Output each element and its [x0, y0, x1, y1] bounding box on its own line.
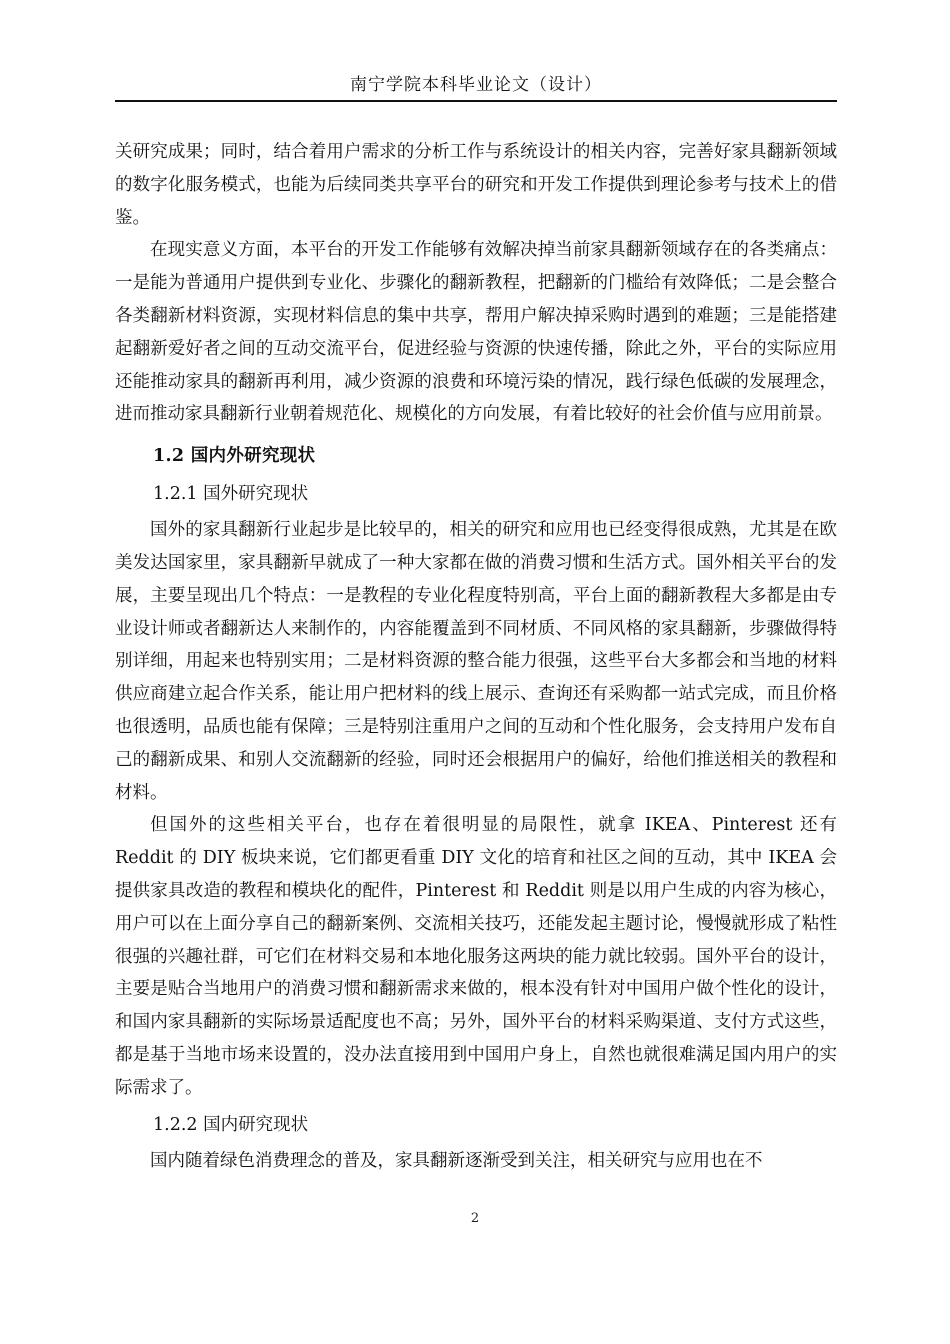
document-body — [115, 136, 837, 1177]
subsection-heading-1-2-1: 1.2.1 国外研究现状 — [153, 484, 309, 505]
paragraph-foreign-limitations: 但国外的这些相关平台，也存在着很明显的局限性，就拿 IKEA、Pinterest 还有 Reddit 的 DIY 板块来说，它们都更看重 DIY 文化的培育和社区之间的互动，其中 IKEA 会提供家具改造的教程和模块化的配件，Pinterest 和 Reddit 则是以用户生成的内容为核心，用户可以在上面分享自己的翻新案例、交流相关技巧，还能发起主题讨论，慢慢就形成了粘性很强的兴趣社群，可它们在材料交易和本地化服务这两块的能力就比较弱。国外平台的设计，主要是贴合当地用户的消费习惯和翻新需求来做的，根本没有针对中国用户做个性化的设计，和国内家具翻新的实际场景适配度也不高；另外，国外平台的材料采购渠道、支付方式这些，都是基于当地市场来设置的，没办法直接用到中国用户身上，自然也就很难满足国内用户的实际需求了。 — [115, 815, 837, 1098]
section-heading-1-2: 1.2 国内外研究现状 — [153, 446, 316, 467]
paragraph-practical-significance: 在现实意义方面，本平台的开发工作能够有效解决掉当前家具翻新领域存在的各类痛点：一是能为普通用户提供到专业化、步骤化的翻新教程，把翻新的门槛给有效降低；二是会整合各类翻新材料资源，实现材料信息的集中共享，帮用户解决掉采购时遇到的难题；三是能搭建起翻新爱好者之间的互动交流平台，促进经验与资源的快速传播，除此之外，平台的实际应用还能推动家具的翻新再利用，减少资源的浪费和环境污染的情况，践行绿色低碳的发展理念，进而推动家具翻新行业朝着规范化、规模化的方向发展，有着比较好的社会价值与应用前景。 — [115, 240, 837, 425]
page-number: 2 — [470, 1211, 480, 1226]
page-header-title: 南宁学院本科毕业论文（设计） — [350, 75, 602, 95]
paragraph-foreign-status: 国外的家具翻新行业起步是比较早的，相关的研究和应用也已经变得很成熟，尤其是在欧美发达国家里，家具翻新早就成了一种大家都在做的消费习惯和生活方式。国外相关平台的发展，主要呈现出几个特点：一是教程的专业化程度特别高，平台上面的翻新教程大多都是由专业设计师或者翻新达人来制作的，内容能覆盖到不同材质、不同风格的家具翻新，步骤做得特别详细，用起来也特别实用；二是材料资源的整合能力很强，这些平台大多都会和当地的材料供应商建立起合作关系，能让用户把材料的线上展示、查询还有采购都一站式完成，而且价格也很透明，品质也能有保障；三是特别注重用户之间的互动和个性化服务，会支持用户发布自己的翻新成果、和别人交流翻新的经验，同时还会根据用户的偏好，给他们推送相关的教程和材料。 — [115, 520, 837, 803]
paragraph-continuation: 关研究成果；同时，结合着用户需求的分析工作与系统设计的相关内容，完善好家具翻新领域的数字化服务模式，也能为后续同类共享平台的研究和开发工作提供到理论参考与技术上的借鉴。 — [115, 142, 837, 228]
header-divider — [115, 100, 837, 102]
paragraph-domestic-status: 国内随着绿色消费理念的普及，家具翻新逐渐受到关注，相关研究与应用也在不 — [150, 1150, 763, 1171]
subsection-heading-1-2-2: 1.2.2 国内研究现状 — [153, 1114, 309, 1135]
